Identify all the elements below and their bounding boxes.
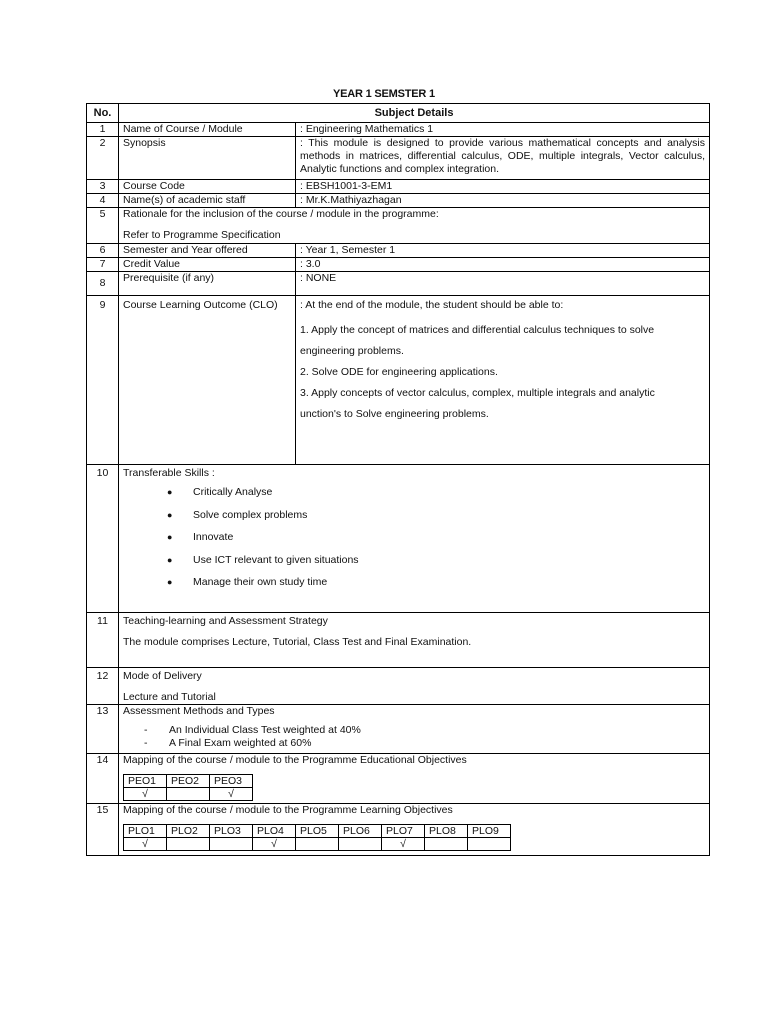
table-row (87, 180, 710, 194)
peo-header: PEO2 (167, 775, 210, 788)
plo-header: PLO9 (468, 825, 511, 838)
plo-mapping-table (123, 824, 511, 851)
row-number: 6 (87, 244, 119, 258)
list-item: ● Critically Analyse (123, 486, 705, 509)
row-number: 12 (87, 668, 119, 705)
row-number: 14 (87, 754, 119, 804)
row-value: Refer to Programme Specification (123, 229, 281, 241)
row-content (119, 613, 710, 668)
list-item: ● Manage their own study time (123, 576, 705, 599)
header-no: No. (87, 104, 119, 123)
plo-header: PLO3 (210, 825, 253, 838)
check-mark: √ (210, 788, 253, 801)
clo-line: engineering problems. (300, 345, 404, 357)
peo-mapping-table (123, 774, 253, 801)
plo-header: PLO7 (382, 825, 425, 838)
row-label: Synopsis (119, 137, 296, 180)
check-mark (210, 838, 253, 851)
peo-header: PEO1 (124, 775, 167, 788)
table-row (87, 244, 710, 258)
list-item: ● Innovate (123, 531, 705, 554)
table-row (87, 137, 710, 180)
row-number: 7 (87, 258, 119, 272)
row-content (119, 208, 710, 244)
clo-line: 2. Solve ODE for engineering applications. (300, 366, 498, 378)
synopsis-text: : This module is designed to provide various mathematical concepts and analysis methods in matrices, differential calculus, ODE, multiple integrals, Vector calculus, Analytic functions and complex integration. (296, 137, 710, 180)
check-mark: √ (382, 838, 425, 851)
table-row (87, 258, 710, 272)
check-mark (339, 838, 382, 851)
row-label: Prerequisite (if any) (119, 272, 296, 296)
row-number: 11 (87, 613, 119, 668)
row-number: 13 (87, 705, 119, 754)
check-mark: √ (124, 788, 167, 801)
transferable-skills-list (123, 486, 705, 599)
row-label: Course Code (119, 180, 296, 194)
row-content (119, 804, 710, 856)
row-label: Semester and Year offered (119, 244, 296, 258)
row-label: Mapping of the course / module to the Programme Educational Objectives (123, 754, 467, 766)
row-value: The module comprises Lecture, Tutorial, Class Test and Final Examination. (123, 636, 472, 648)
row-number: 1 (87, 123, 119, 137)
row-label: Transferable Skills : (123, 467, 215, 479)
table-row (87, 613, 710, 668)
list-item: ● Use ICT relevant to given situations (123, 554, 705, 577)
table-row (87, 705, 710, 754)
row-value: : 3.0 (296, 258, 710, 272)
assessment-list (123, 724, 705, 750)
table-row (87, 754, 710, 804)
plo-header: PLO8 (425, 825, 468, 838)
list-item: - A Final Exam weighted at 60% (123, 737, 705, 750)
header-subject-details: Subject Details (119, 104, 710, 123)
check-mark (468, 838, 511, 851)
check-mark (296, 838, 339, 851)
table-row (87, 296, 710, 465)
row-label: Rationale for the inclusion of the course / module in the programme: (123, 208, 439, 220)
row-number: 15 (87, 804, 119, 856)
peo-header: PEO3 (210, 775, 253, 788)
row-number: 9 (87, 296, 119, 465)
row-content (119, 668, 710, 705)
clo-content (296, 296, 710, 465)
row-label: Mode of Delivery (123, 670, 202, 682)
table-row (87, 123, 710, 137)
row-value: : Year 1, Semester 1 (296, 244, 710, 258)
row-content (119, 465, 710, 613)
row-value: Lecture and Tutorial (123, 691, 216, 703)
plo-header: PLO2 (167, 825, 210, 838)
plo-header: PLO5 (296, 825, 339, 838)
table-row (87, 272, 710, 296)
row-number: 2 (87, 137, 119, 180)
row-content (119, 705, 710, 754)
row-value: : NONE (296, 272, 710, 296)
row-label: Name(s) of academic staff (119, 194, 296, 208)
plo-header: PLO6 (339, 825, 382, 838)
row-label: Assessment Methods and Types (123, 705, 275, 717)
clo-line: : At the end of the module, the student should be able to: (300, 299, 564, 311)
list-item: - An Individual Class Test weighted at 40% (123, 724, 705, 737)
check-mark (167, 788, 210, 801)
row-label: Mapping of the course / module to the Programme Learning Objectives (123, 804, 453, 816)
clo-line: unction's to Solve engineering problems. (300, 408, 489, 420)
row-value: : Mr.K.Mathiyazhagan (296, 194, 710, 208)
check-mark: √ (253, 838, 296, 851)
check-mark: √ (124, 838, 167, 851)
row-value: : EBSH1001-3-EM1 (296, 180, 710, 194)
plo-header: PLO1 (124, 825, 167, 838)
row-label: Name of Course / Module (119, 123, 296, 137)
row-number: 8 (87, 272, 119, 296)
row-value: : Engineering Mathematics 1 (296, 123, 710, 137)
check-mark (425, 838, 468, 851)
row-label: Course Learning Outcome (CLO) (119, 296, 296, 465)
table-row (87, 465, 710, 613)
plo-header: PLO4 (253, 825, 296, 838)
subject-details-table (86, 103, 710, 856)
page-title: YEAR 1 SEMSTER 1 (333, 88, 435, 100)
table-row (87, 194, 710, 208)
check-mark (167, 838, 210, 851)
row-number: 4 (87, 194, 119, 208)
clo-line: 3. Apply concepts of vector calculus, complex, multiple integrals and analytic (300, 387, 655, 399)
row-number: 5 (87, 208, 119, 244)
row-number: 10 (87, 465, 119, 613)
row-label: Teaching-learning and Assessment Strategy (123, 615, 328, 627)
row-number: 3 (87, 180, 119, 194)
list-item: ● Solve complex problems (123, 509, 705, 532)
table-header-row (87, 104, 710, 123)
table-row (87, 804, 710, 856)
row-label: Credit Value (119, 258, 296, 272)
row-content (119, 754, 710, 804)
clo-line: 1. Apply the concept of matrices and differential calculus techniques to solve (300, 324, 655, 336)
table-row (87, 208, 710, 244)
table-row (87, 668, 710, 705)
